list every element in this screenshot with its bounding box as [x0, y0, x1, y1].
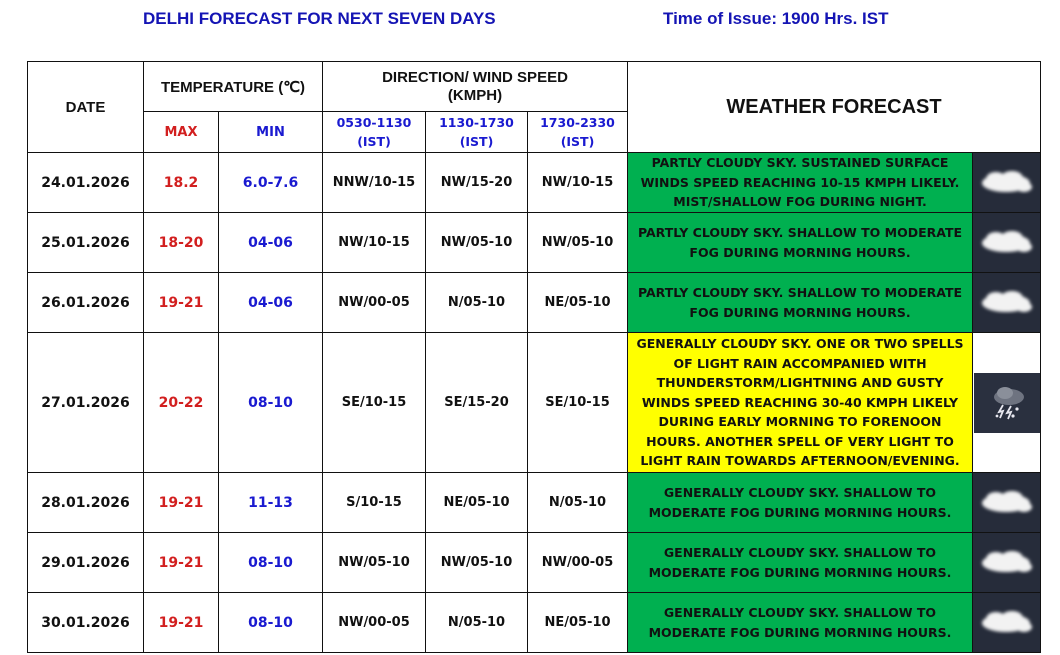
cloud-icon [976, 283, 1038, 323]
forecast-line: OF LIGHT RAIN ACCOMPANIED WITH [673, 355, 927, 371]
row-max: 19-21 [144, 273, 219, 333]
row-max: 19-21 [144, 593, 219, 653]
header-slot-1: 0530-1130 (IST) [323, 112, 426, 153]
row-weather-icon [973, 273, 1041, 333]
forecast-line: THUNDERSTORM/LIGHTNING AND GUSTY [656, 375, 944, 391]
row-wind-slot-2: N/05-10 [426, 273, 528, 333]
forecast-line: LIGHT RAIN TOWARDS AFTERNOON/EVENING. [640, 453, 960, 469]
row-date: 25.01.2026 [28, 213, 144, 273]
table-row [28, 213, 1041, 273]
row-max: 18.2 [144, 153, 219, 213]
cloud-icon [976, 163, 1038, 203]
header-wind [323, 62, 628, 112]
forecast-line: WINDS SPEED REACHING 10-15 KMPH LIKELY. [640, 174, 960, 190]
row-wind-slot-2: SE/15-20 [426, 333, 528, 473]
header-min: MIN [219, 112, 323, 153]
forecast-line: PARTLY CLOUDY SKY. SHALLOW TO MODERATE [637, 285, 963, 300]
cloud-icon [976, 603, 1038, 643]
row-forecast [628, 213, 973, 273]
table-row [28, 333, 1041, 473]
forecast-line: DURING EARLY MORNING TO FORENOON [658, 414, 942, 430]
row-wind-slot-3: NE/05-10 [528, 273, 628, 333]
header-forecast: WEATHER FORECAST [628, 62, 1041, 153]
row-max: 18-20 [144, 213, 219, 273]
row-wind-slot-1: NW/00-05 [323, 593, 426, 653]
row-weather-icon [973, 333, 1041, 473]
row-wind-slot-3: NW/10-15 [528, 153, 628, 213]
row-forecast [628, 273, 973, 333]
row-date: 30.01.2026 [28, 593, 144, 653]
row-wind-slot-1: NW/00-05 [323, 273, 426, 333]
row-weather-icon [973, 593, 1041, 653]
row-forecast [628, 593, 973, 653]
row-forecast [628, 153, 973, 213]
row-wind-slot-2: NE/05-10 [426, 473, 528, 533]
header-slot-2: 1130-1730 (IST) [426, 112, 528, 153]
row-min: 11-13 [219, 473, 323, 533]
table-row [28, 533, 1041, 593]
row-weather-icon [973, 473, 1041, 533]
forecast-line: WINDS SPEED REACHING 30-40 KMPH LIKELY [641, 394, 959, 410]
table-row [28, 473, 1041, 533]
forecast-line: PARTLY CLOUDY SKY. SUSTAINED SURFACE [651, 155, 949, 171]
forecast-line: GENERALLY CLOUDY SKY. SHALLOW TO [663, 485, 937, 500]
row-wind-slot-3: NW/00-05 [528, 533, 628, 593]
forecast-line: HOURS. ANOTHER SPELL OF VERY LIGHT TO [646, 433, 954, 449]
row-date: 27.01.2026 [28, 333, 144, 473]
time-of-issue: Time of Issue: 1900 Hrs. IST [663, 9, 889, 28]
forecast-line: GENERALLY CLOUDY SKY. SHALLOW TO [663, 545, 937, 560]
forecast-line: PARTLY CLOUDY SKY. SHALLOW TO MODERATE [637, 225, 963, 240]
row-wind-slot-1: NW/10-15 [323, 213, 426, 273]
forecast-line: MODERATE FOG DURING MORNING HOURS. [648, 624, 952, 640]
table-row [28, 593, 1041, 653]
cloud-icon [976, 483, 1038, 523]
row-wind-slot-2: N/05-10 [426, 593, 528, 653]
row-wind-slot-1: NW/05-10 [323, 533, 426, 593]
row-weather-icon [973, 213, 1041, 273]
row-wind-slot-2: NW/05-10 [426, 213, 528, 273]
forecast-line: MODERATE FOG DURING MORNING HOURS. [648, 564, 952, 580]
row-forecast [628, 473, 973, 533]
row-max: 20-22 [144, 333, 219, 473]
row-min: 08-10 [219, 593, 323, 653]
row-date: 28.01.2026 [28, 473, 144, 533]
row-min: 04-06 [219, 273, 323, 333]
row-weather-icon [973, 153, 1041, 213]
row-wind-slot-1: SE/10-15 [323, 333, 426, 473]
forecast-table [27, 61, 1041, 653]
row-max: 19-21 [144, 473, 219, 533]
row-wind-slot-3: N/05-10 [528, 473, 628, 533]
row-weather-icon [973, 533, 1041, 593]
header-date: DATE [28, 62, 144, 153]
cloud-icon [976, 223, 1038, 263]
row-forecast [628, 333, 973, 473]
row-date: 29.01.2026 [28, 533, 144, 593]
table-row [28, 273, 1041, 333]
row-wind-slot-1: S/10-15 [323, 473, 426, 533]
thunderstorm-icon [974, 373, 1040, 433]
header-wind-label: DIRECTION/ WIND SPEED [382, 68, 568, 86]
row-wind-slot-3: NW/05-10 [528, 213, 628, 273]
row-wind-slot-1: NNW/10-15 [323, 153, 426, 213]
row-date: 24.01.2026 [28, 153, 144, 213]
row-wind-slot-3: NE/05-10 [528, 593, 628, 653]
header-temperature: TEMPERATURE (℃) [144, 62, 323, 112]
forecast-line: FOG DURING MORNING HOURS. [689, 304, 911, 320]
row-date: 26.01.2026 [28, 273, 144, 333]
row-min: 6.0-7.6 [219, 153, 323, 213]
forecast-line: MODERATE FOG DURING MORNING HOURS. [648, 504, 952, 520]
header-wind-unit: (KMPH) [447, 86, 503, 104]
row-wind-slot-2: NW/15-20 [426, 153, 528, 213]
forecast-line: GENERALLY CLOUDY SKY. SHALLOW TO [663, 605, 937, 620]
cloud-icon [976, 543, 1038, 583]
row-min: 08-10 [219, 333, 323, 473]
header-slot-3: 1730-2330 (IST) [528, 112, 628, 153]
row-forecast [628, 533, 973, 593]
row-min: 08-10 [219, 533, 323, 593]
forecast-line: GENERALLY CLOUDY SKY. ONE OR TWO SPELLS [636, 336, 964, 352]
forecast-line: FOG DURING MORNING HOURS. [689, 244, 911, 260]
header-max: MAX [144, 112, 219, 153]
row-min: 04-06 [219, 213, 323, 273]
row-max: 19-21 [144, 533, 219, 593]
row-wind-slot-3: SE/10-15 [528, 333, 628, 473]
table-row [28, 153, 1041, 213]
row-wind-slot-2: NW/05-10 [426, 533, 528, 593]
forecast-line: MIST/SHALLOW FOG DURING NIGHT. [673, 194, 927, 210]
page-title: DELHI FORECAST FOR NEXT SEVEN DAYS [143, 9, 496, 28]
